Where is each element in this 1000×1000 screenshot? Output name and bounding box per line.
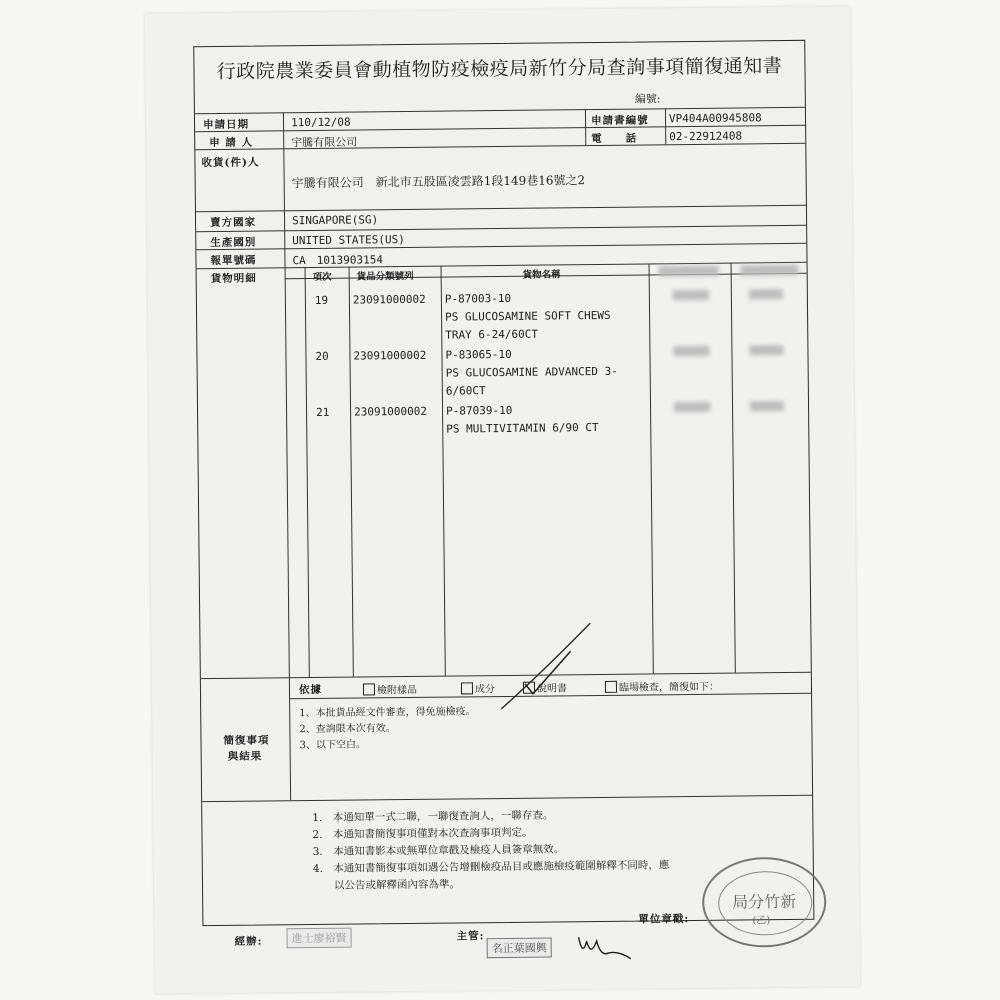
redacted-cell	[749, 289, 783, 299]
application-number-value: VP404A00945808	[668, 111, 762, 126]
reply-label: 簡復事項	[223, 734, 270, 747]
note-line: 2. 本通知書簡復事項僅對本次查詢事項判定。	[312, 826, 533, 842]
application-date-value: 110/12/08	[290, 115, 351, 130]
application-date-label: 申請日期	[202, 118, 250, 132]
goods-item-code: 23091000002	[354, 404, 427, 419]
notes-list	[312, 806, 669, 895]
consignee-value: 宇騰有限公司 新北市五股區凌雲路1段149巷16號之2	[291, 173, 586, 191]
goods-header-name: 貨物名稱	[522, 269, 561, 281]
redacted-cell	[673, 346, 709, 356]
goods-item-name: P-87003-10 PS GLUCOSAMINE SOFT CHEWS TRAY 6-24/60CT	[444, 291, 611, 342]
notice-form	[193, 40, 814, 926]
rule	[202, 795, 812, 802]
redacted-header	[659, 266, 719, 277]
divider	[665, 108, 666, 144]
origin-country-value: UNITED STATES(US)	[292, 233, 405, 248]
applicant-label: 申 請 人	[209, 136, 254, 150]
applicant-value: 宇騰有限公司	[291, 135, 358, 150]
goods-header-item: 項次	[312, 271, 332, 283]
checkbox-inspection	[605, 681, 617, 693]
result-line: 1、本批貨品經文件審查，得免施檢疫。	[299, 706, 476, 720]
divider	[349, 267, 354, 677]
form-title: 行政院農業委員會動植物防疫檢疫局新竹分局查詢事項簡復通知書	[216, 55, 783, 83]
note-line: 1. 本通知單一式二聯，一聯復查詢人，一聯存查。	[312, 809, 554, 825]
goods-item-no: 19	[314, 293, 329, 307]
basis-label: 依據	[298, 683, 323, 697]
goods-header-code: 貨品分類號列	[356, 270, 414, 283]
supervisor-stamp: 名正葉國興	[487, 938, 552, 959]
seller-country-value: SINGAPORE(SG)	[291, 213, 379, 228]
divider	[305, 267, 310, 677]
application-number-label: 申請書編號	[590, 114, 649, 128]
goods-item-code: 23091000002	[352, 292, 426, 307]
phone-value: 02-22912408	[669, 129, 743, 144]
goods-item-no: 21	[316, 405, 330, 419]
divider	[649, 263, 654, 673]
reply-label: 與結果	[227, 750, 263, 763]
redacted-header	[741, 265, 799, 276]
redacted-cell	[750, 401, 784, 411]
rule	[196, 243, 806, 250]
rule	[196, 225, 806, 232]
result-line: 3、以下空白。	[299, 739, 366, 752]
redacted-cell	[673, 290, 709, 300]
goods-item-name: P-83065-10 PS GLUCOSAMINE ADVANCED 3- 6/60CT	[445, 347, 618, 398]
declaration-number-label: 報單號碼	[210, 254, 257, 268]
redacted-cell	[674, 402, 710, 412]
handler-label: 經辦:	[234, 935, 263, 948]
signature-scribble	[574, 927, 634, 964]
goods-item-no: 20	[315, 349, 329, 363]
divider	[731, 263, 736, 673]
unit-stamp-label: 單位章戳:	[638, 913, 690, 926]
rule	[196, 205, 806, 212]
document-sheet	[145, 6, 860, 993]
label-divider	[283, 112, 291, 800]
goods-item-code: 23091000002	[353, 348, 427, 363]
note-line: 4. 本通知書簡復事項如遇公告增刪檢疫品目或應施檢疫範圍解釋不同時，應	[312, 859, 670, 876]
redacted-cell	[749, 345, 783, 355]
note-line: 以公告或解釋函內容為準。	[312, 878, 461, 893]
goods-item-name: P-87039-10 PS MULTIVITAMIN 6/90 CT	[445, 403, 599, 436]
option-ingredients: 成分	[474, 684, 496, 696]
supervisor-label: 主管:	[456, 930, 485, 943]
phone-label: 電 話	[591, 132, 638, 146]
checkbox-ingredients	[461, 682, 473, 694]
option-sample: 檢附樣品	[376, 684, 418, 697]
note-line: 3. 本通知書影本或無單位章戳及檢疫人員簽章無效。	[312, 843, 565, 859]
goods-label: 貨物明細	[210, 272, 257, 286]
checkbox-sample	[363, 683, 375, 695]
option-instructions: 說明書	[536, 683, 568, 695]
unit-seal	[702, 857, 827, 948]
serial-label: 編號:	[634, 92, 661, 106]
rule	[195, 143, 805, 150]
unit-seal-text: 局分竹新	[732, 891, 797, 912]
result-line: 2、查詢限本次有效。	[299, 723, 396, 736]
seller-country-label: 賣方國家	[210, 216, 257, 230]
origin-country-label: 生產國別	[210, 236, 257, 250]
consignee-label: 收貨(件)人	[201, 156, 260, 170]
divider	[585, 109, 586, 145]
declaration-number-value: CA 1013903154	[292, 253, 384, 268]
option-inspection: 臨場檢查，簡復如下：	[618, 681, 720, 694]
handler-stamp: 進士廖裕賢	[286, 928, 351, 949]
unit-seal-sub: (乙)	[752, 915, 771, 927]
